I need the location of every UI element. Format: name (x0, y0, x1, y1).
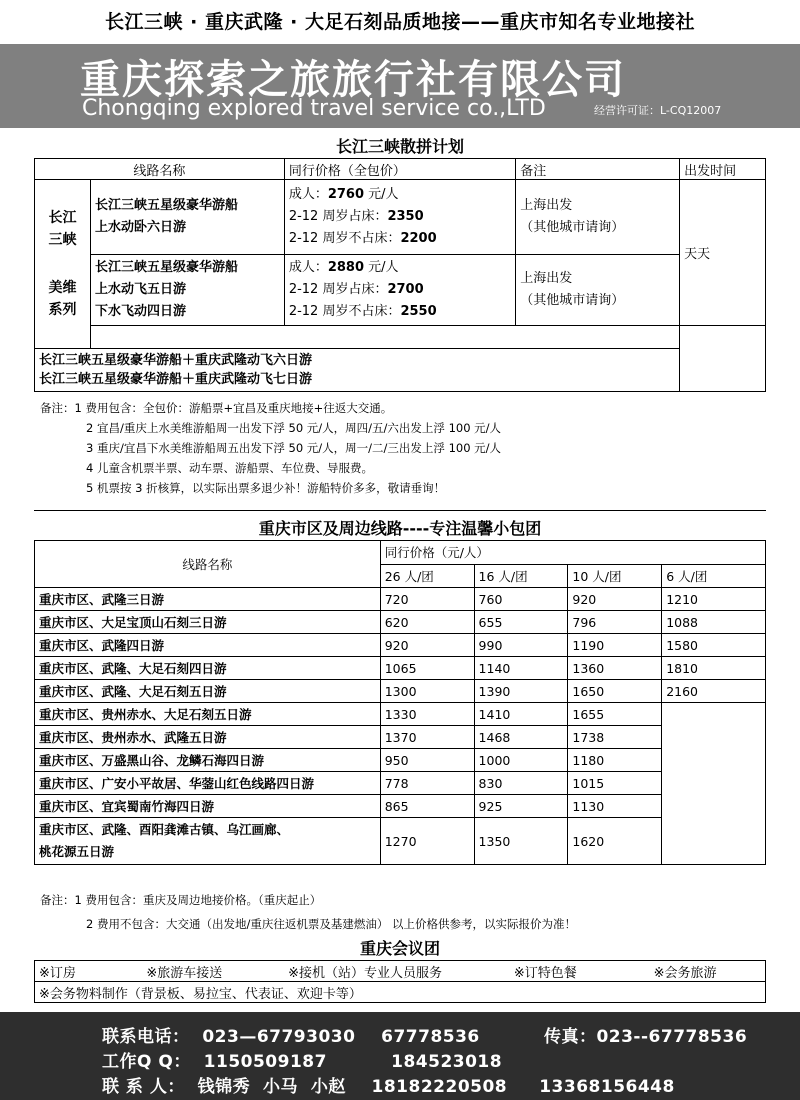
price-cell: 720 (380, 588, 474, 611)
local-section-title: 重庆市区及周边线路----专注温馨小包团 (258, 519, 542, 538)
price-cell: 1650 (568, 680, 662, 703)
price-cell: 925 (474, 795, 568, 818)
route-note: 上海出发 （其他城市请询） (516, 255, 680, 326)
contact-qq: 工作Q Q： 1150509187 184523018 (102, 1052, 503, 1072)
table-row (35, 795, 766, 818)
col-header-price: 同行价格（全包价） (284, 159, 515, 180)
local-routes-table (34, 540, 766, 865)
price-label: 成人： (288, 260, 328, 275)
table-row (35, 818, 766, 865)
table-row (35, 703, 766, 726)
table-row (35, 657, 766, 680)
price-cell: 865 (380, 795, 474, 818)
company-banner (0, 44, 800, 128)
company-name-en: Chongqing explored travel service co.,LTD (82, 96, 546, 121)
note-line: 2 宜昌/重庆上水美维游船周一出发下浮 50 元/人，周四/五/六出发上浮 100 元/人 (86, 421, 502, 435)
table-row (35, 634, 766, 657)
route-price (284, 255, 515, 326)
price-label: 2-12 周岁占床： (288, 209, 388, 224)
empty-cell (680, 326, 766, 392)
price-cell: 950 (380, 749, 474, 772)
price-cell: 1655 (568, 703, 662, 726)
table-row (35, 749, 766, 772)
route-name: 重庆市区、武隆三日游 (35, 588, 381, 611)
note-line: 3 重庆/宜昌下水美维游船周五出发下浮 50 元/人，周一/二/三出发上浮 100 元/人 (86, 441, 502, 455)
meeting-services-table (34, 960, 766, 1003)
contact-person: 联 系 人： 钱锦秀 小马 小赵 18182220508 13368156448 (102, 1077, 675, 1097)
series-label (35, 180, 91, 349)
yangtze-notes (40, 398, 501, 498)
route-name: 重庆市区、武隆、大足石刻五日游 (35, 680, 381, 703)
col-header-route: 线路名称 (35, 541, 381, 588)
yangtze-table (34, 158, 766, 392)
route-name: 重庆市区、贵州赤水、大足石刻五日游 (35, 703, 381, 726)
route-name: 重庆市区、大足宝顶山石刻三日游 (35, 611, 381, 634)
price-cell: 1140 (474, 657, 568, 680)
price-cell: 1270 (380, 818, 474, 865)
price-value: 2350 (387, 209, 424, 224)
tagline: 长江三峡 · 重庆武隆 · 大足石刻品质地接——重庆市知名专业地接社 (0, 0, 800, 44)
route-name: 重庆市区、武隆、大足石刻四日游 (35, 657, 381, 680)
price-cell: 1620 (568, 818, 662, 865)
price-cell: 655 (474, 611, 568, 634)
price-cell: 1210 (662, 588, 766, 611)
price-cell: 1000 (474, 749, 568, 772)
company-name-cn: 重庆探索之旅旅行社有限公司 (80, 57, 626, 103)
group-size-10: 10 人/团 (568, 564, 662, 588)
group-size-6: 6 人/团 (662, 564, 766, 588)
empty-cell (90, 326, 679, 349)
group-size-26: 26 人/团 (380, 564, 474, 588)
price-cell: 1370 (380, 726, 474, 749)
combo-route: 长江三峡五星级豪华游船＋重庆武隆动飞六日游 (39, 353, 313, 368)
price-cell: 1810 (662, 657, 766, 680)
price-cell: 1468 (474, 726, 568, 749)
price-cell: 1390 (474, 680, 568, 703)
price-cell: 990 (474, 634, 568, 657)
table-row (35, 726, 766, 749)
meeting-section-title: 重庆会议团 (359, 939, 440, 958)
departure-time: 天天 (680, 180, 766, 326)
note-line: 2 费用不包含：大交通（出发地/重庆往返机票及基建燃油） 以上价格供参考，以实际报价为准！ (86, 917, 576, 931)
col-header-note: 备注 (516, 159, 680, 180)
note-line: 备注：1 费用包含：重庆及周边地接价格。（重庆起止） (40, 893, 322, 907)
col-header-departure: 出发时间 (680, 159, 766, 180)
price-cell: 1350 (474, 818, 568, 865)
service-item: ※会务旅游 (650, 961, 766, 982)
service-item: ※接机（站）专业人员服务 (284, 961, 510, 982)
group-size-16: 16 人/团 (474, 564, 568, 588)
price-cell: 1130 (568, 795, 662, 818)
series-label-line2: 美维 系列 (48, 280, 77, 318)
price-value: 2200 (400, 231, 437, 246)
price-label: 2-12 周岁占床： (288, 282, 388, 297)
price-cell: 1065 (380, 657, 474, 680)
contact-phone: 联系电话： 023—67793030 67778536 传真：023--67778536 (102, 1027, 748, 1047)
table-row (35, 772, 766, 795)
price-cell: 620 (380, 611, 474, 634)
price-cell: 1410 (474, 703, 568, 726)
price-label: 2-12 周岁不占床： (288, 231, 401, 246)
local-notes (40, 890, 576, 934)
price-cell: 760 (474, 588, 568, 611)
service-item: ※订房 (35, 961, 143, 982)
yangtze-section-title: 长江三峡散拼计划 (335, 137, 464, 156)
series-label-line1: 长江 三峡 (48, 210, 77, 248)
table-row (35, 588, 766, 611)
price-cell: 796 (568, 611, 662, 634)
route-name: 重庆市区、武隆四日游 (35, 634, 381, 657)
route-name: 重庆市区、宜宾蜀南竹海四日游 (35, 795, 381, 818)
empty-cell (662, 703, 766, 865)
license-number: 经营许可证：L-CQ12007 (594, 104, 722, 117)
price-cell: 1300 (380, 680, 474, 703)
price-cell: 778 (380, 772, 474, 795)
route-price (284, 180, 515, 255)
route-note: 上海出发 （其他城市请询） (516, 180, 680, 255)
price-value: 2700 (387, 282, 424, 297)
price-value: 2760 (327, 187, 365, 202)
price-label: 成人： (288, 187, 328, 202)
contact-footer (0, 1012, 800, 1100)
route-name: 重庆市区、贵州赤水、武隆五日游 (35, 726, 381, 749)
note-line: 5 机票按 3 折核算，以实际出票多退少补！游船特价多多，敬请垂询！ (86, 481, 446, 495)
service-item: ※订特色餐 (510, 961, 650, 982)
price-unit: 元/人 (364, 260, 399, 275)
price-cell: 2160 (662, 680, 766, 703)
price-value: 2550 (400, 304, 437, 319)
service-item: ※旅游车接送 (142, 961, 284, 982)
price-value: 2880 (327, 260, 365, 275)
route-name: 重庆市区、武隆、酉阳龚滩古镇、乌江画廊、 桃花源五日游 (35, 818, 381, 865)
price-cell: 920 (380, 634, 474, 657)
price-cell: 1088 (662, 611, 766, 634)
table-row (35, 680, 766, 703)
note-line: 备注：1 费用包含：全包价：游船票+宜昌及重庆地接+往返大交通。 (40, 401, 393, 415)
note-line: 4 儿童含机票半票、动车票、游船票、车位费、导服费。 (86, 461, 373, 475)
price-cell: 1190 (568, 634, 662, 657)
route-name: 重庆市区、广安小平故居、华蓥山红色线路四日游 (35, 772, 381, 795)
service-item: ※会务物料制作（背景板、易拉宝、代表证、欢迎卡等） (35, 982, 766, 1003)
table-row (35, 611, 766, 634)
price-cell: 1580 (662, 634, 766, 657)
route-name: 长江三峡五星级豪华游船 上水动飞五日游 下水飞动四日游 (90, 255, 284, 326)
price-cell: 830 (474, 772, 568, 795)
price-cell: 920 (568, 588, 662, 611)
price-unit: 元/人 (364, 187, 399, 202)
price-cell: 1360 (568, 657, 662, 680)
divider (34, 510, 766, 511)
price-label: 2-12 周岁不占床： (288, 304, 401, 319)
price-cell: 1015 (568, 772, 662, 795)
price-cell: 1738 (568, 726, 662, 749)
combo-route: 长江三峡五星级豪华游船＋重庆武隆动飞七日游 (39, 372, 313, 387)
col-header-route: 线路名称 (35, 159, 285, 180)
route-name: 重庆市区、万盛黑山谷、龙鳞石海四日游 (35, 749, 381, 772)
col-header-price: 同行价格（元/人） (380, 541, 765, 565)
price-cell: 1330 (380, 703, 474, 726)
price-cell: 1180 (568, 749, 662, 772)
route-name: 长江三峡五星级豪华游船 上水动卧六日游 (90, 180, 284, 255)
combo-routes (35, 349, 680, 392)
